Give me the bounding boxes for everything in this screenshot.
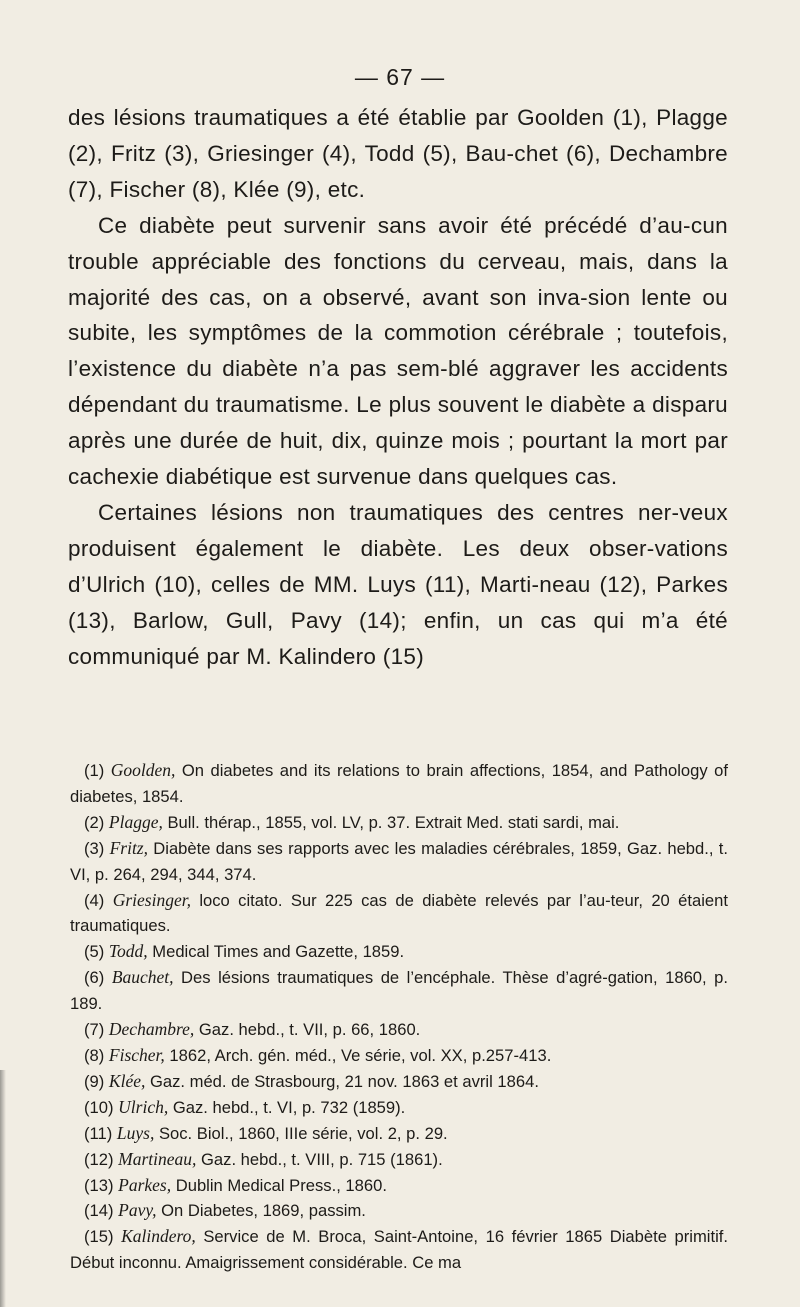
footnote-11: (11) Luys, Soc. Biol., 1860, IIIe série, vol. 2, p. 29. [84, 1122, 448, 1143]
footnotes [70, 758, 728, 1276]
footnote-5: (5) Todd, Medical Times and Gazette, 1859. [84, 941, 405, 962]
binding-edge-shadow [0, 1070, 6, 1307]
footnote-7: (7) Dechambre, Gaz. hebd., t. VII, p. 66, 1860. [84, 1019, 421, 1040]
footnote-6: (6) Bauchet, Des lésions traumatiques de l’encéphale. Thèse d’agré-gation, 1860, p. 189. [70, 967, 728, 1014]
body-text [68, 100, 728, 675]
footnote-4: (4) Griesinger, loco citato. Sur 225 cas de diabète relevés par l’au-teur, 20 étaient traumatiques. [70, 889, 728, 936]
paragraph-1: des lésions traumatiques a été établie par Goolden (1), Plagge (2), Fritz (3), Griesinger (4), Todd (5), Bau-chet (6), Dechambre (7), Fischer (8), Klée (9), etc. [68, 105, 728, 202]
footnote-14: (14) Pavy, On Diabetes, 1869, passim. [84, 1200, 366, 1221]
page-number: — 67 — [354, 64, 446, 90]
footnote-10: (10) Ulrich, Gaz. hebd., t. VI, p. 732 (1859). [84, 1096, 406, 1117]
footnote-12: (12) Martineau, Gaz. hebd., t. VIII, p. 715 (1861). [84, 1148, 443, 1169]
footnote-15: (15) Kalindero, Service de M. Broca, Saint-Antoine, 16 février 1865 Diabète primitif. Début inconnu. Amaigrissement considérable. Ce ma [70, 1226, 728, 1273]
paragraph-3: Certaines lésions non traumatiques des centres ner-veux produisent également le diabète. Les deux obser-vations d’Ulrich (10), celles de MM. Luys (11), Marti-neau (12), Parkes (13), Barlow, Gull, Pavy (14); enfin, un cas qui m’a été communiqué par M. Kalindero (15) [68, 499, 728, 669]
footnote-2: (2) Plagge, Bull. thérap., 1855, vol. LV, p. 37. Extrait Med. stati sardi, mai. [84, 811, 620, 832]
footnote-8: (8) Fischer, 1862, Arch. gén. méd., Ve série, vol. XX, p.257-413. [84, 1044, 552, 1065]
footnote-1: (1) Goolden, On diabetes and its relations to brain affections, 1854, and Pathology of diabetes, 1854. [70, 760, 728, 806]
footnote-9: (9) Klée, Gaz. méd. de Strasbourg, 21 nov. 1863 et avril 1864. [84, 1070, 539, 1091]
footnote-3: (3) Fritz, Diabète dans ses rapports avec les maladies cérébrales, 1859, Gaz. hebd., t. VI, p. 264, 294, 344, 374. [70, 837, 728, 884]
footnote-13: (13) Parkes, Dublin Medical Press., 1860. [84, 1174, 387, 1195]
paragraph-2: Ce diabète peut survenir sans avoir été précédé d’au-cun trouble appréciable des fonctions du cerveau, mais, dans la majorité des cas, on a observé, avant son inva-sion lente ou subite, les symptômes de la commotion cérébrale ; toutefois, l’existence du diabète n’a pas sem-blé aggraver les accidents dépendant du traumatisme. Le plus souvent le diabète a disparu après une durée de huit, dix, quinze mois ; pourtant la mort par cachexie diabétique est survenue dans quelques cas. [68, 212, 728, 490]
